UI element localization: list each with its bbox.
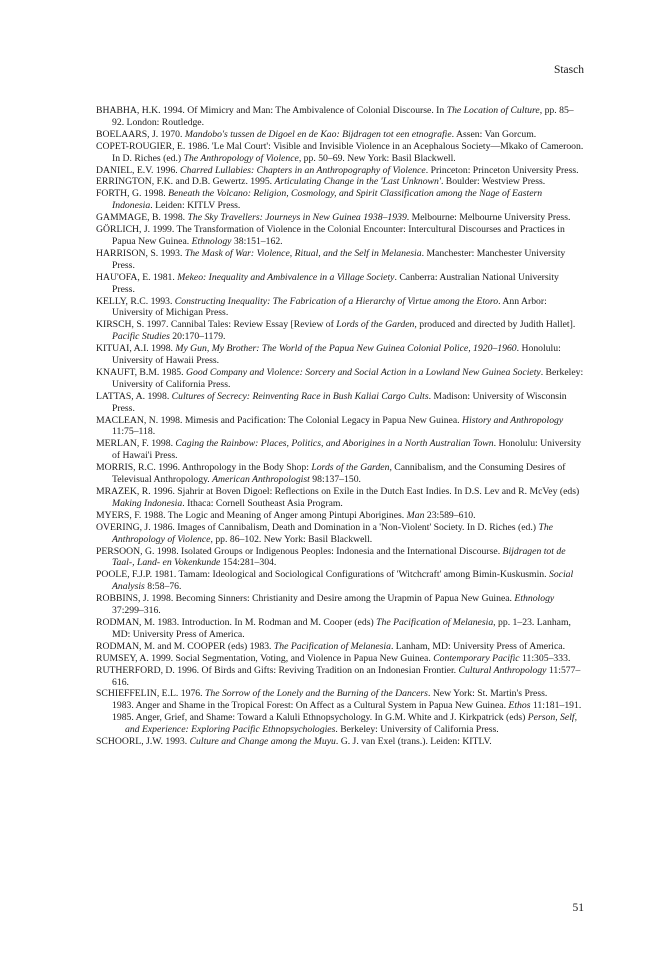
reference-text: 23:589–610. (424, 509, 476, 521)
reference-text: . Melbourne: Melbourne University Press. (406, 212, 571, 224)
reference-entry (96, 391, 584, 415)
reference-text: 11:577–616. (112, 664, 581, 688)
reference-entry (96, 367, 584, 391)
reference-entry (96, 617, 584, 641)
reference-author: MYERS, F. (96, 509, 142, 521)
reference-text: 1983. Introduction. In M. Rodman and M. Cooper (eds) (154, 616, 377, 628)
reference-author: KIRSCH, S. (96, 319, 145, 331)
reference-author: MERLAN, F. (96, 438, 149, 450)
reference-author: RUTHERFORD, D. (96, 664, 175, 676)
reference-text: 1996. Of Birds and Gifts: Reviving Tradition on an Indonesian Frontier. (174, 664, 459, 676)
reference-entry (96, 319, 584, 343)
reference-author: PERSOON, G. (96, 545, 155, 557)
reference-title-italic: Beneath the Volcano: Religion, Cosmology, and Spirit Classification among the Nage of Eastern Indonesia (112, 188, 543, 212)
reference-title-italic: Caging the Rainbow: Places, Politics, and Aborigines in a North Australian Town (175, 438, 494, 450)
reference-title-italic: The Pacification of Melanesia (376, 616, 494, 628)
reference-text: 1993. (162, 736, 190, 748)
reference-entry (96, 176, 584, 188)
reference-entry (96, 188, 584, 212)
reference-entry (96, 486, 584, 510)
reference-author: BOELAARS, J. (96, 128, 159, 140)
reference-text: and D.B. Gewertz. 1995. (173, 176, 275, 188)
reference-text: 1993. (148, 295, 175, 307)
reference-text: . Berkeley: University of California Press. (335, 724, 499, 736)
reference-entry (96, 141, 584, 165)
reference-title-italic: Contemporary Pacific (433, 652, 520, 664)
reference-text: 37:299–316. (112, 605, 161, 617)
reference-entry (96, 415, 584, 439)
reference-title-italic: Articulating Change in the 'Last Unknown' (274, 176, 441, 188)
reference-author: MORRIS, R.C. (96, 462, 156, 474)
reference-text: 1986. Images of Cannibalism, Death and Domination in a 'Non-Violent' Society. In D. Riches (ed.) (150, 521, 539, 533)
running-head: Stasch (553, 64, 584, 76)
reference-author: RUMSEY, A. (96, 652, 149, 664)
reference-text: . Manchester: Manchester University Press. (112, 247, 566, 271)
reference-author: FORTH, G. (96, 188, 142, 200)
reference-entry (96, 272, 584, 296)
reference-text: . Ithaca: Cornell Southeast Asia Program. (182, 497, 343, 509)
reference-title-italic: Cultural Anthropology (458, 664, 547, 676)
reference-text: . Honolulu: University of Hawai'i Press. (112, 438, 582, 462)
reference-text: 8:58–76. (144, 581, 182, 593)
reference-year: 1983. (112, 700, 134, 712)
reference-text: 1976. (178, 688, 205, 700)
reference-title-italic: Ethnology (514, 593, 555, 605)
reference-title-italic: Mekeo: Inequality and Ambivalence in a Village Society (177, 271, 395, 283)
reference-text: . G. J. van Exel (trans.). Leiden: KITLV. (335, 736, 492, 748)
reference-text: , pp. 85–92. London: Routledge. (112, 105, 574, 128)
reference-author: KNAUFT, B.M. (96, 366, 160, 378)
reference-title-italic: Social Analysis (112, 569, 574, 593)
reference-entry (96, 569, 584, 593)
reference-text: 1998. (148, 343, 176, 355)
reference-author: RODMAN, M. (96, 640, 155, 652)
reference-title-italic: The Sky Travellers: Journeys in New Guinea 1938–1939 (187, 212, 407, 224)
reference-text: . Honolulu: University of Hawaii Press. (112, 343, 561, 367)
reference-author: SCHOORL, J.W. (96, 736, 163, 748)
reference-text: . Berkeley: University of California Press. (112, 366, 584, 390)
reference-title-italic: The Sorrow of the Lonely and the Burning of the Dancers (204, 688, 428, 700)
reference-title-italic: Ethos (508, 700, 531, 712)
reference-author: MRAZEK, R. (96, 486, 151, 497)
reference-entry (96, 712, 584, 736)
reference-title-italic: Person, Self, and Experience: Exploring Pacific Ethnopsychologies (125, 712, 578, 736)
reference-text: . Leiden: KITLV Press. (150, 200, 241, 212)
reference-text: Anger, Grief, and Shame: Toward a Kaluli Ethnopsychology. In G.M. White and J. Kirkpatrick (eds) (133, 712, 528, 724)
reference-text: 1999. The Transformation of Violence in the Colonial Encounter: Intercultural Discourses and Practices in Papua New Guinea. (112, 224, 565, 247)
reference-entry (96, 688, 584, 700)
reference-title-italic: Making Indonesia (112, 497, 183, 509)
reference-entry (96, 224, 584, 248)
reference-text: 1996. Anthropology in the Body Shop: (155, 462, 312, 474)
reference-title-italic: Culture and Change among the Muyu (189, 736, 336, 748)
reference-text: 1996. Sjahrir at Boven Digoel: Reflections on Exile in the Dutch East Indies. In D.S. Lev and R. McVey (eds) (150, 486, 580, 497)
reference-title-italic: Ethnology (191, 235, 232, 247)
reference-title-italic: The Anthropology of Violence (183, 152, 299, 164)
reference-author: KITUAI, A.I. (96, 343, 149, 355)
reference-entry (96, 248, 584, 272)
reference-author: SCHIEFFELIN, E.L. (96, 688, 179, 700)
reference-text: 1998. Becoming Sinners: Christianity and Desire among the Urapmin of Papua New Guinea. (149, 593, 515, 605)
reference-entry (96, 165, 584, 177)
reference-text: 1998. Mimesis and Pacification: The Colonial Legacy in Papua New Guinea. (158, 414, 463, 426)
reference-author: DANIEL, E.V. (96, 164, 154, 176)
reference-author: RODMAN, M. (96, 616, 155, 628)
reference-title-italic: Charred Lullabies: Chapters in an Anthropography of Violence (180, 164, 426, 176)
reference-text: 1998. (148, 438, 176, 450)
reference-text: 1996. (153, 164, 181, 176)
reference-title-italic: My Gun, My Brother: The World of the Papua New Guinea Colonial Police, 1920–1960 (175, 343, 517, 355)
reference-title-italic: The Mask of War: Violence, Ritual, and the Self in Melanesia (184, 247, 422, 259)
reference-entry (96, 105, 584, 129)
reference-entry (96, 736, 584, 748)
reference-text: 1998. Isolated Groups or Indigenous Peoples: Indonesia and the International Discourse. (154, 545, 503, 557)
reference-entry (96, 653, 584, 665)
reference-text: 98:137–150. (309, 474, 361, 486)
reference-text: 1998. (160, 212, 188, 224)
reference-author: HARRISON, S. (96, 247, 159, 259)
reference-text: . Boulder: Westview Press. (440, 176, 546, 188)
reference-entry (96, 700, 584, 712)
reference-author: MACLEAN, N. (96, 414, 159, 426)
reference-text: 1988. The Logic and Meaning of Anger among Pintupi Aborigines. (141, 509, 407, 521)
reference-author: ROBBINS, J. (96, 593, 150, 605)
reference-text: 1999. Social Segmentation, Voting, and Violence in Papua New Guinea. (148, 652, 434, 664)
reference-author: BHABHA, H.K. (96, 105, 161, 116)
reference-entry (96, 641, 584, 653)
reference-text: 11:305–333. (519, 652, 571, 664)
reference-text: . Canberra: Australian National University Press. (112, 271, 559, 295)
reference-text: . New York: St. Martin's Press. (427, 688, 548, 700)
reference-text: Anger and Shame in the Tropical Forest: On Affect as a Cultural System in Papua New Guinea. (133, 700, 509, 712)
reference-text: 1981. Tamam: Ideological and Sociological Configurations of 'Witchcraft' among Bimin-Kuskusmin. (152, 569, 549, 581)
reference-entry (96, 129, 584, 141)
reference-text: . Lanham, MD: University Press of America. (390, 640, 566, 652)
reference-text: 38:151–162. (231, 235, 283, 247)
reference-author: COPET-ROUGIER, E. (96, 140, 186, 152)
reference-text: 1994. Of Mimicry and Man: The Ambivalence of Colonial Discourse. In (160, 105, 447, 116)
reference-title-italic: Good Company and Violence: Sorcery and Social Action in a Lowland New Guinea Society (185, 366, 541, 378)
reference-text: , pp. 86–102. New York: Basil Blackwell. (210, 533, 373, 545)
reference-entry (96, 343, 584, 367)
reference-text: 1970. (158, 128, 185, 140)
reference-title-italic: The Pacification of Melanesia (273, 640, 391, 652)
reference-title-italic: American Anthropologist (212, 474, 310, 486)
reference-text: 11:75–118. (112, 426, 156, 438)
reference-author: LATTAS, A. (96, 390, 146, 402)
reference-title-italic: Lords of the Garden (311, 462, 390, 474)
reference-entry (96, 510, 584, 522)
reference-year: 1985. (112, 712, 134, 724)
reference-text: 1981. (150, 271, 178, 283)
reference-text: , pp. 1–23. Lanham, MD: University Press of America. (112, 616, 571, 640)
reference-text: . Princeton: Princeton University Press. (425, 164, 579, 176)
reference-title-italic: History and Anthropology (462, 414, 564, 426)
reference-title-italic: Cultures of Secrecy: Reinventing Race in Bush Kaliai Cargo Cults (171, 390, 429, 402)
reference-text: . Ann Arbor: University of Michigan Press. (112, 295, 547, 319)
reference-entry (96, 546, 584, 570)
reference-entry (96, 593, 584, 617)
reference-title-italic: The Anthropology of Violence (112, 521, 553, 545)
reference-text: 20:170–1179. (169, 331, 226, 343)
reference-author: ERRINGTON, F.K. (96, 176, 174, 188)
reference-title-italic: Mandobo's tussen de Digoel en de Kao: Bijdragen tot een etnografie (184, 128, 452, 140)
reference-entry (96, 296, 584, 320)
reference-entry (96, 212, 584, 224)
reference-text: , Cannibalism, and the Consuming Desires of Televisual Anthropology. (112, 462, 566, 486)
reference-title-italic: Lords of the Garden (336, 319, 415, 331)
reference-text: , pp. 50–69. New York: Basil Blackwell. (298, 152, 456, 164)
reference-author: OVERING, J. (96, 521, 151, 533)
reference-text: 1998. (145, 390, 172, 402)
reference-author: KELLY, R.C. (96, 295, 149, 307)
reference-text: 1985. (159, 366, 186, 378)
reference-text: . Madison: University of Wisconsin Press. (112, 390, 567, 414)
reference-text: 1997. Cannibal Tales: Review Essay [Review of (144, 319, 337, 331)
reference-text: . Assen: Van Gorcum. (451, 128, 537, 140)
reference-author: POOLE, F.J.P. (96, 569, 153, 581)
reference-text: 1993. (158, 247, 185, 259)
reference-title-italic: Pacific Studies (112, 331, 170, 343)
reference-list (96, 105, 584, 748)
reference-title-italic: Man (406, 509, 425, 521)
reference-text: and M. COOPER (eds) 1983. (154, 640, 274, 652)
reference-title-italic: Constructing Inequality: The Fabrication of a Hierarchy of Virtue among the Etoro (174, 295, 499, 307)
reference-title-italic: Bijdragen tot de Taal-, Land- en Vokenkunde (112, 545, 566, 569)
reference-author: GAMMAGE, B. (96, 212, 161, 224)
reference-author: HAU'OFA, E. (96, 271, 151, 283)
reference-entry (96, 665, 584, 689)
reference-entry (96, 438, 584, 462)
reference-text: 11:181–191. (530, 700, 582, 712)
reference-title-italic: The Location of Culture (446, 105, 540, 116)
reference-author: GÖRLICH, J. (96, 224, 151, 236)
reference-entry (96, 522, 584, 546)
reference-text: 1998. (141, 188, 169, 200)
reference-entry (96, 462, 584, 486)
page-number: 51 (572, 902, 584, 914)
reference-text: 1986. 'Le Mal Court': Visible and Invisible Violence in an Acephalous Society—Mkako of Cameroon. In D. Riches (ed.) (112, 140, 584, 164)
reference-text: , produced and directed by Judith Hallet]. (414, 319, 576, 331)
reference-text: 154:281–304. (220, 557, 277, 569)
